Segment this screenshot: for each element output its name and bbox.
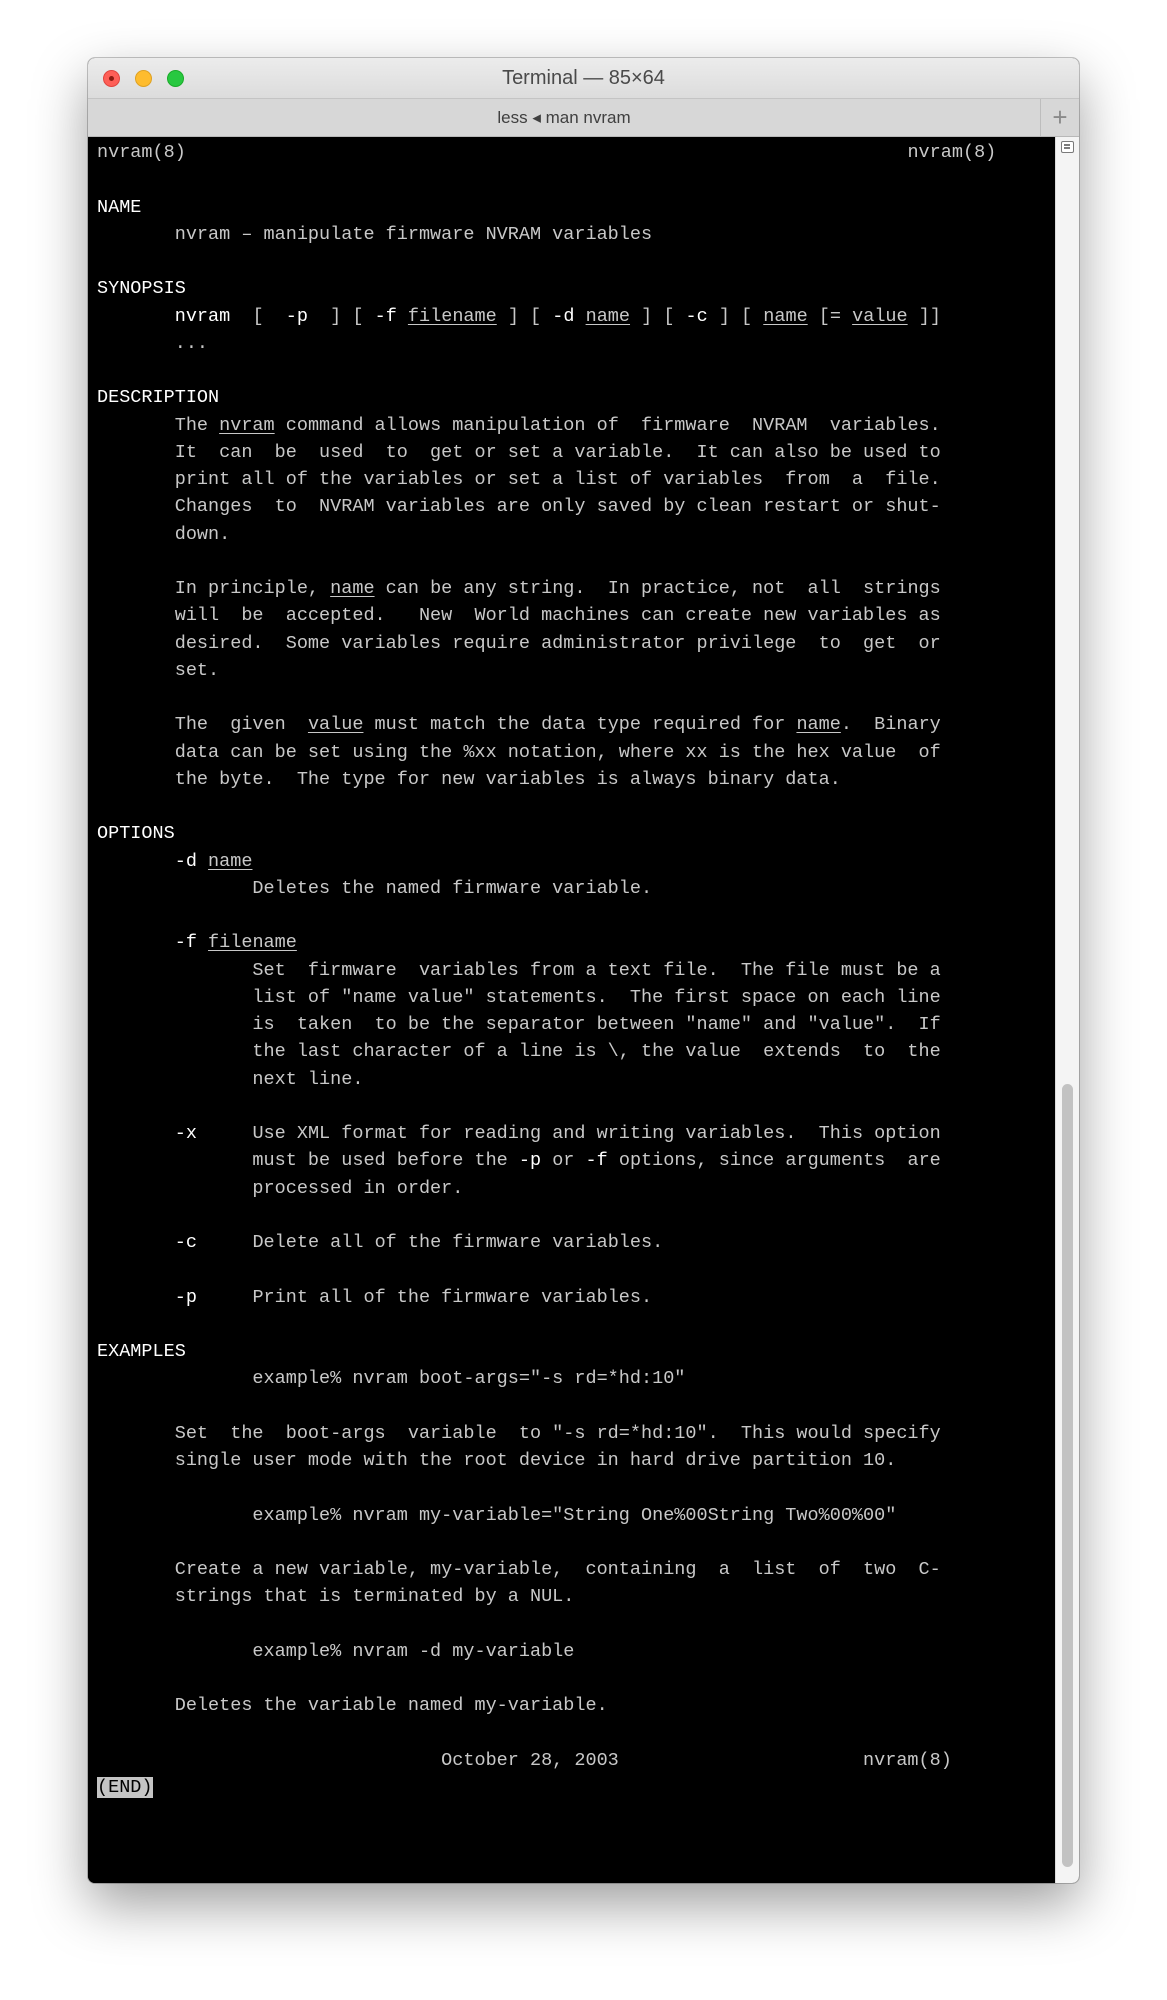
man-text: example% nvram my-variable="String One%00String Two%00%00": [97, 1504, 897, 1526]
man-line: [97, 1123, 941, 1145]
man-text: EXAMPLES: [97, 1341, 186, 1362]
man-text: OPTIONS: [97, 823, 175, 845]
man-text: -f: [374, 305, 397, 327]
man-line: [97, 1368, 685, 1390]
man-text: ...: [97, 332, 209, 354]
man-line: [97, 1423, 941, 1445]
man-text: processed in order.: [97, 1177, 464, 1199]
man-text: or: [541, 1150, 586, 1172]
man-line: [97, 960, 941, 982]
man-line: [97, 387, 219, 409]
man-text: must be used before the: [97, 1150, 519, 1172]
man-text: [97, 932, 175, 953]
man-text: example% nvram boot-args="-s rd=*hd:10": [97, 1368, 686, 1390]
man-line: [97, 578, 941, 600]
man-text: In principle,: [97, 578, 331, 599]
man-text: DESCRIPTION: [97, 387, 220, 409]
man-text: [97, 306, 175, 327]
man-text: [97, 851, 175, 872]
man-text: name: [330, 578, 375, 599]
man-text: list of "name value" statements. The first space on each line: [97, 986, 941, 1008]
title-bar[interactable]: [88, 58, 1079, 98]
man-text: Create a new variable, my-variable, containing a list of two C-: [97, 1559, 941, 1580]
man-text: nvram: [174, 305, 231, 327]
man-line: [97, 987, 941, 1009]
man-text: desired. Some variables require administrator privilege to get or: [97, 632, 941, 654]
man-text: [397, 306, 408, 327]
man-text: . Binary: [840, 714, 941, 736]
man-line: [97, 306, 941, 328]
man-text: is taken to be the separator between "name" and "value". If: [97, 1014, 941, 1035]
man-line: [97, 1178, 463, 1200]
man-text: next line.: [97, 1068, 364, 1090]
man-text: SYNOPSIS: [97, 278, 186, 300]
man-text: [97, 1123, 175, 1144]
tab-title[interactable]: less ◂ man nvram: [497, 108, 631, 127]
man-text: Changes to NVRAM variables are only saved by clean restart or shut-: [97, 496, 941, 518]
man-text: name: [585, 305, 631, 327]
man-text: NAME: [97, 196, 142, 218]
man-text: nvram – manipulate firmware NVRAM variables: [97, 223, 653, 245]
man-line: [97, 1505, 896, 1527]
man-text: name: [796, 714, 841, 736]
man-text: Set firmware variables from a text file. The file must be a: [97, 959, 941, 981]
man-text: Deletes the named firmware variable.: [97, 877, 653, 899]
man-text: [197, 932, 208, 953]
man-text: ] [: [307, 305, 375, 327]
man-text: -p: [285, 305, 308, 327]
man-line: [97, 1450, 896, 1472]
man-text: [186, 142, 908, 163]
man-line: [97, 142, 996, 164]
man-line: [97, 278, 186, 300]
man-line: [97, 878, 652, 900]
man-line: [97, 742, 941, 764]
man-line: [97, 714, 941, 736]
man-line: [97, 605, 941, 627]
man-line: [97, 415, 941, 437]
man-text: example% nvram -d my-variable: [97, 1640, 575, 1662]
man-line: [97, 1777, 153, 1799]
scrollbar-thumb[interactable]: [1062, 1084, 1073, 1867]
man-line: [97, 1150, 941, 1172]
man-text: nvram(8): [907, 142, 997, 163]
man-text: October 28, 2003 nvram(8): [97, 1749, 952, 1771]
man-line: [97, 932, 297, 954]
man-text: The given: [97, 714, 308, 736]
terminal-window: [88, 58, 1079, 1883]
man-line: [97, 1695, 608, 1717]
terminal-content[interactable]: [88, 137, 1055, 1883]
man-text: filename: [208, 932, 297, 954]
man-text: value: [307, 714, 364, 736]
man-line: [97, 469, 941, 491]
man-text: Print all of the firmware variables.: [196, 1286, 653, 1308]
man-text: It can be used to get or set a variable. It can also be used to: [97, 441, 941, 463]
man-text: will be accepted. New World machines can create new variables as: [97, 605, 941, 627]
man-line: [97, 1287, 652, 1309]
man-line: [97, 1041, 941, 1063]
man-line: [97, 851, 252, 873]
man-line: [97, 1069, 363, 1091]
man-text: nvram(8): [97, 142, 186, 163]
man-text: -f: [174, 932, 197, 954]
man-line: [97, 224, 652, 246]
man-text: ] [: [707, 305, 764, 327]
man-text: -p: [518, 1150, 542, 1172]
marks-icon[interactable]: [1061, 141, 1074, 153]
man-text: down.: [97, 523, 231, 545]
man-text: filename: [407, 305, 497, 327]
man-text: the last character of a line is \, the value extends to the: [97, 1041, 941, 1063]
man-text: command allows manipulation of firmware NVRAM variables.: [274, 414, 941, 436]
man-text: set.: [97, 659, 220, 681]
man-text: can be any string. In practice, not all strings: [374, 578, 941, 599]
man-text: [197, 851, 208, 872]
man-line: [97, 1232, 663, 1254]
man-line: [97, 496, 941, 518]
man-text: [97, 1287, 175, 1308]
man-text: -d: [552, 305, 575, 327]
man-text: name: [763, 305, 808, 327]
man-text: nvram: [219, 414, 275, 436]
man-text: name: [208, 850, 253, 872]
man-line: [97, 524, 230, 546]
man-text: [=: [807, 305, 853, 327]
man-text: -p: [174, 1286, 197, 1308]
man-text: -c: [685, 305, 708, 327]
man-line: [97, 333, 208, 355]
man-text: [: [230, 305, 286, 327]
man-line: [97, 1341, 186, 1363]
new-tab-button[interactable]: +: [1040, 99, 1079, 136]
window-title: Terminal — 85×64: [502, 67, 665, 89]
man-text: ] [: [630, 305, 686, 327]
man-text: -f: [585, 1150, 608, 1172]
tab-bar: [88, 98, 1079, 137]
scrollbar[interactable]: [1055, 137, 1079, 1883]
man-text: -x: [174, 1123, 197, 1144]
man-text: the byte. The type for new variables is always binary data.: [97, 768, 841, 790]
man-text: Delete all of the firmware variables.: [196, 1232, 664, 1253]
man-line: [97, 1586, 574, 1608]
man-text: ]]: [907, 305, 941, 327]
man-line: [97, 1641, 574, 1663]
man-line: [97, 1559, 941, 1581]
man-text: The: [97, 414, 220, 436]
man-text: options, since arguments are: [607, 1150, 941, 1172]
end-marker: (END): [97, 1777, 153, 1798]
man-text: [97, 1232, 175, 1253]
man-text: ] [: [496, 305, 553, 327]
man-line: [97, 442, 941, 464]
man-text: single user mode with the root device in hard drive partition 10.: [97, 1450, 897, 1471]
man-line: [97, 1014, 941, 1036]
man-line: [97, 633, 941, 655]
man-line: [97, 197, 141, 219]
man-text: print all of the variables or set a list of variables from a file.: [97, 469, 941, 490]
man-text: -d: [174, 850, 197, 872]
man-text: Use XML format for reading and writing variables. This option: [196, 1123, 941, 1144]
man-line: [97, 769, 841, 791]
man-text: must match the data type required for: [363, 714, 797, 736]
man-text: -c: [174, 1232, 197, 1253]
man-text: data can be set using the %xx notation, where xx is the hex value of: [97, 741, 941, 763]
man-text: Deletes the variable named my-variable.: [97, 1695, 608, 1717]
man-line: [97, 660, 219, 682]
man-text: value: [852, 305, 908, 327]
man-text: Set the boot-args variable to "-s rd=*hd:10". This would specify: [97, 1422, 941, 1444]
man-text: strings that is terminated by a NUL.: [97, 1586, 575, 1608]
man-line: [97, 1750, 952, 1772]
man-line: [97, 823, 175, 845]
man-text: [574, 306, 585, 327]
